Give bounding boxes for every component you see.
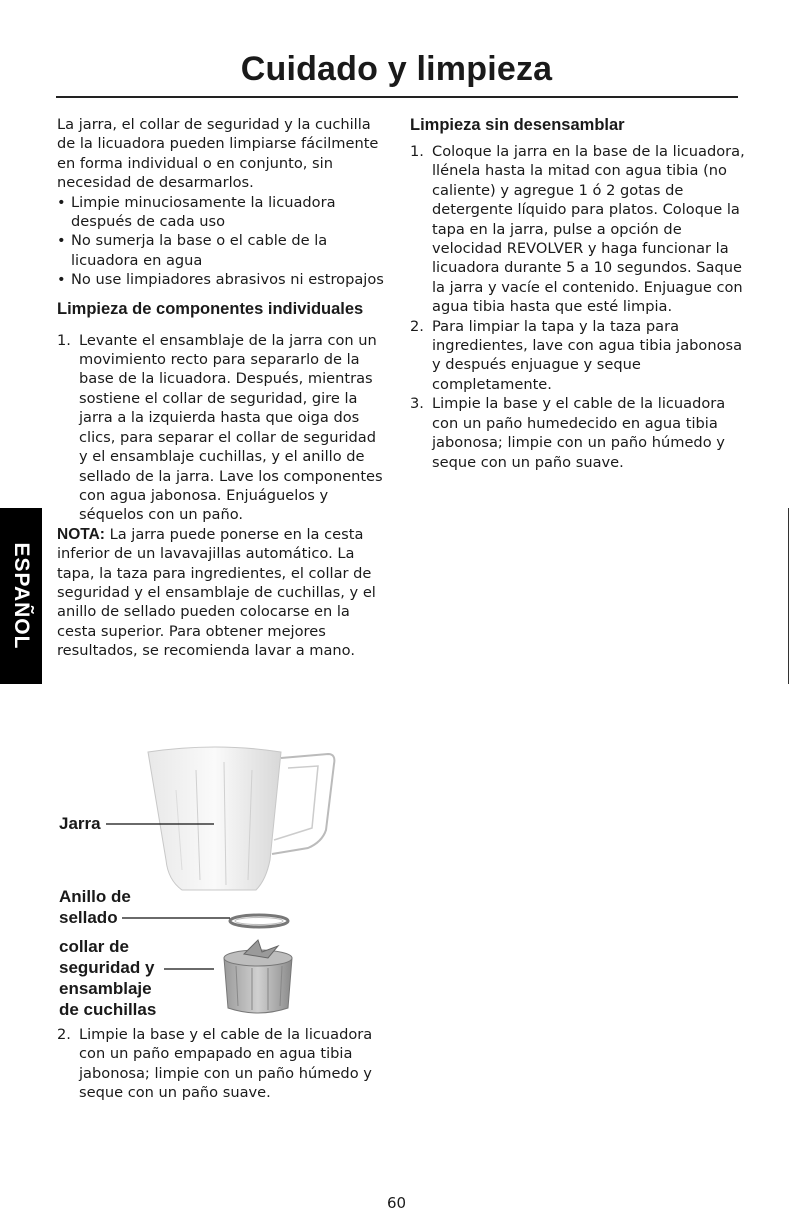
step-item	[410, 394, 745, 472]
collar-blade-label: collar de seguridad y ensamblaje de cuchillas	[59, 937, 157, 1019]
jar-shape	[148, 747, 334, 890]
step-number: 2.	[57, 1026, 71, 1043]
bullet-item: • Limpie minuciosamente la licuadora después de cada uso	[57, 193, 387, 232]
bullet-item: • No use limpiadores abrasivos ni estropajos	[57, 270, 387, 289]
left-column	[57, 115, 387, 661]
assembled-steps	[410, 142, 745, 472]
step-item	[57, 331, 387, 525]
step-text: Limpie la base y el cable de la licuadora con un paño humedecido en agua tibia jabonosa; limpie con un paño húmedo y seque con un paño suave.	[432, 395, 726, 471]
note-label: NOTA:	[57, 525, 105, 543]
bullet-item: • No sumerja la base o el cable de la licuadora en agua	[57, 231, 387, 270]
step-number: 1.	[57, 331, 71, 349]
assembled-heading: Limpieza sin desensamblar	[410, 116, 625, 134]
step-text: Coloque la jarra en la base de la licuadora, llénela hasta la mitad con agua tibia (no caliente) y agregue 1 ó 2 gotas de detergente líquido para platos. Coloque la tapa en la jarra, pulse a opción de velocidad REVOLVER y haga funcionar la licuadora durante 5 a 10 segundos. Saque la jarra y vacíe el contenido. Enjuague con agua tibia hasta que esté limpia.	[432, 143, 745, 316]
bottom-step-list	[57, 1025, 387, 1103]
note-text: La jarra puede ponerse en la cesta inferior de un lavavajillas automático. La tapa, la taza para ingredientes, el collar de seguridad y el ensamblaje de cuchillas, y el anillo de sellado pueden colocarse en la cesta superior. Para obtener mejores resultados, se recomienda lavar a mano.	[57, 525, 376, 660]
intro-paragraph: La jarra, el collar de seguridad y la cuchilla de la licuadora pueden limpiarse fácilmente en forma individual o en conjunto, sin necesidad de desarmarlos.	[57, 116, 379, 192]
language-tab	[0, 508, 42, 684]
step-item	[410, 142, 745, 317]
care-bullet-list	[57, 193, 387, 290]
seal-ring-label: Anillo de sellado	[59, 887, 131, 927]
jar-label: Jarra	[59, 814, 101, 833]
step-number: 1.	[410, 143, 424, 160]
step-text: Limpie la base y el cable de la licuadora con un paño empapado en agua tibia jabonosa; limpie con un paño húmedo y seque con un paño suave.	[79, 1026, 373, 1102]
step-text: Para limpiar la tapa y la taza para ingredientes, lave con agua tibia jabonosa y después enjuague y seque completamente.	[432, 317, 743, 393]
page-edge-line	[788, 508, 789, 684]
components-steps	[57, 331, 387, 525]
page-number: 60	[386, 1194, 407, 1212]
note-paragraph	[57, 525, 387, 661]
title-rule	[56, 96, 738, 98]
step-item	[57, 1025, 387, 1103]
step-number: 3.	[410, 395, 424, 413]
language-tab-label: ESPAÑOL	[10, 542, 33, 650]
page-title: Cuidado y limpieza	[240, 50, 553, 88]
components-heading: Limpieza de componentes individuales	[57, 299, 364, 318]
step-item	[410, 317, 745, 395]
blender-parts-figure	[56, 740, 376, 1020]
step-text: Levante el ensamblaje de la jarra con un movimiento recto para separarlo de la base de la licuadora. Después, mientras sostiene el collar de seguridad, gire la jarra a la izquierda hasta que oiga dos clics, para separar el collar de seguridad y el ensamblaje cuchillas, y el anillo de sellado de la jarra. Lave los componentes con agua jabonosa. Enjuáguelos y séquelos con un paño.	[79, 331, 383, 524]
bottom-step	[57, 1025, 387, 1103]
collar-blade-shape	[224, 940, 292, 1013]
step-number: 2.	[410, 317, 424, 335]
seal-ring-shape	[230, 915, 288, 927]
right-column	[410, 115, 745, 472]
